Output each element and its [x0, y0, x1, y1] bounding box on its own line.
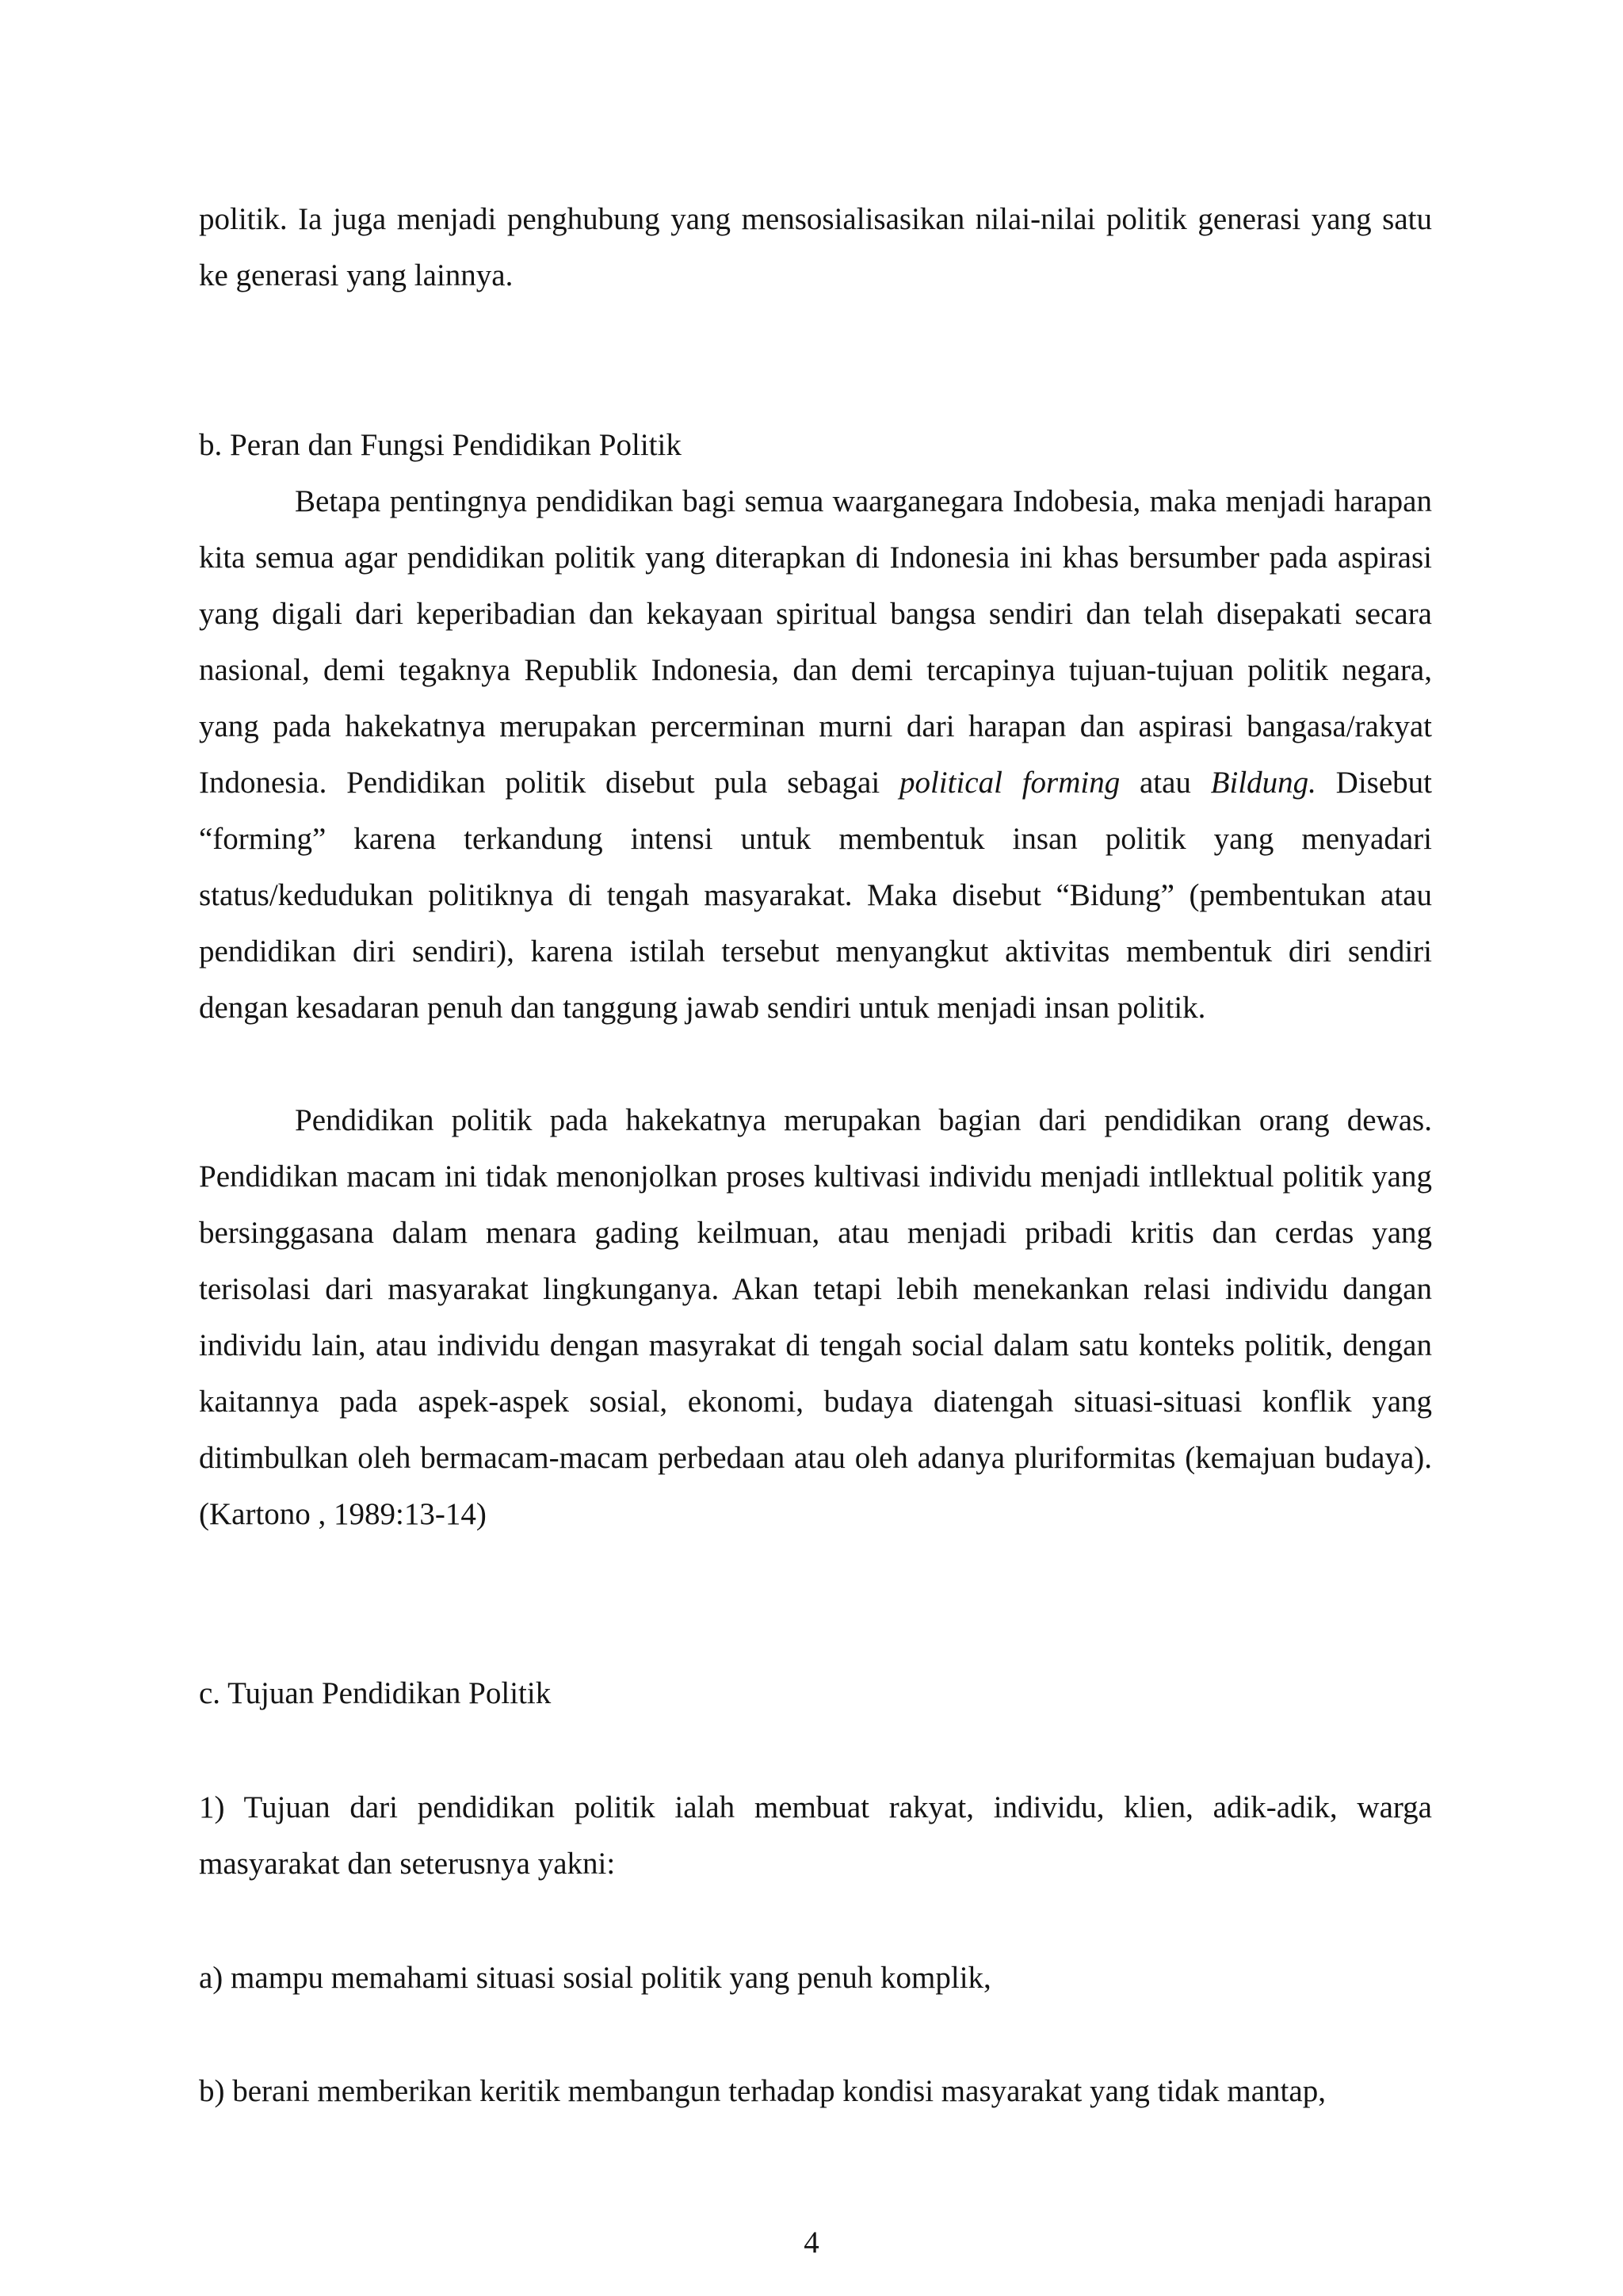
paragraph-text: Betapa pentingnya pendidikan bagi semua waarganegara Indobesia, maka menjadi harapan kita semua agar pendidikan politik yang diterapkan di Indonesia ini khas bersumber pada aspirasi yang digali dari keperibadian dan kekayaan spiritual bangsa sendiri dan telah disepakati secara nasional, demi tegaknya Republik Indonesia, dan demi tercapinya tujuan-tujuan politik negara, yang pada hakekatnya merupakan percerminan murni dari harapan dan aspirasi bangasa/rakyat Indonesia. Pendidikan politik disebut pula sebagai: [199, 484, 1432, 800]
section-b-paragraph-2: Pendidikan politik pada hakekatnya merupakan bagian dari pendidikan orang dewas. Pendidikan macam ini tidak menonjolkan proses kultivasi individu menjadi intllektual politik yang bersinggasana dalam menara gading keilmuan, atau menjadi pribadi kritis dan cerdas yang terisolasi dari masyarakat lingkunganya. Akan tetapi lebih menekankan relasi individu dangan individu lain, atau individu dengan masyrakat di tengah social dalam satu konteks politik, dengan kaitannya pada aspek-aspek sosial, ekonomi, budaya diatengah situasi-situasi konflik yang ditimbulkan oleh bermacam-macam perbedaan atau oleh adanya pluriformitas (kemajuan budaya). (Kartono , 1989:13-14): [199, 1103, 1432, 1531]
section-c-item-b: b) berani memberikan keritik membangun terhadap kondisi masyarakat yang tidak mantap,: [199, 2074, 1326, 2108]
italic-term-political-forming: political forming: [899, 766, 1121, 800]
section-b-paragraph-1: [199, 473, 1432, 1036]
italic-term-bildung: Bildung.: [1210, 766, 1316, 800]
section-c-item-1: 1) Tujuan dari pendidikan politik ialah membuat rakyat, individu, klien, adik-adik, warga masyarakat dan seterusnya yakni:: [199, 1790, 1432, 1881]
section-b-heading: b. Peran dan Fungsi Pendidikan Politik: [199, 428, 682, 462]
continuation-paragraph: politik. Ia juga menjadi penghubung yang mensosialisasikan nilai-nilai politik generasi yang satu ke generasi yang lainnya.: [199, 202, 1432, 292]
paragraph-text: atau: [1120, 766, 1211, 800]
page-number: 4: [804, 2225, 819, 2260]
section-c-heading: c. Tujuan Pendidikan Politik: [199, 1676, 552, 1710]
section-c-item-a: a) mampu memahami situasi sosial politik yang penuh komplik,: [199, 1961, 991, 1995]
paragraph-text: Disebut “forming” karena terkandung intensi untuk membentuk insan politik yang menyadari status/kedudukan politiknya di tengah masyarakat. Maka disebut “Bidung” (pembentukan atau pendidikan diri sendiri), karena istilah tersebut menyangkut aktivitas membentuk diri sendiri dengan kesadaran penuh dan tanggung jawab sendiri untuk menjadi insan politik.: [199, 766, 1432, 1025]
